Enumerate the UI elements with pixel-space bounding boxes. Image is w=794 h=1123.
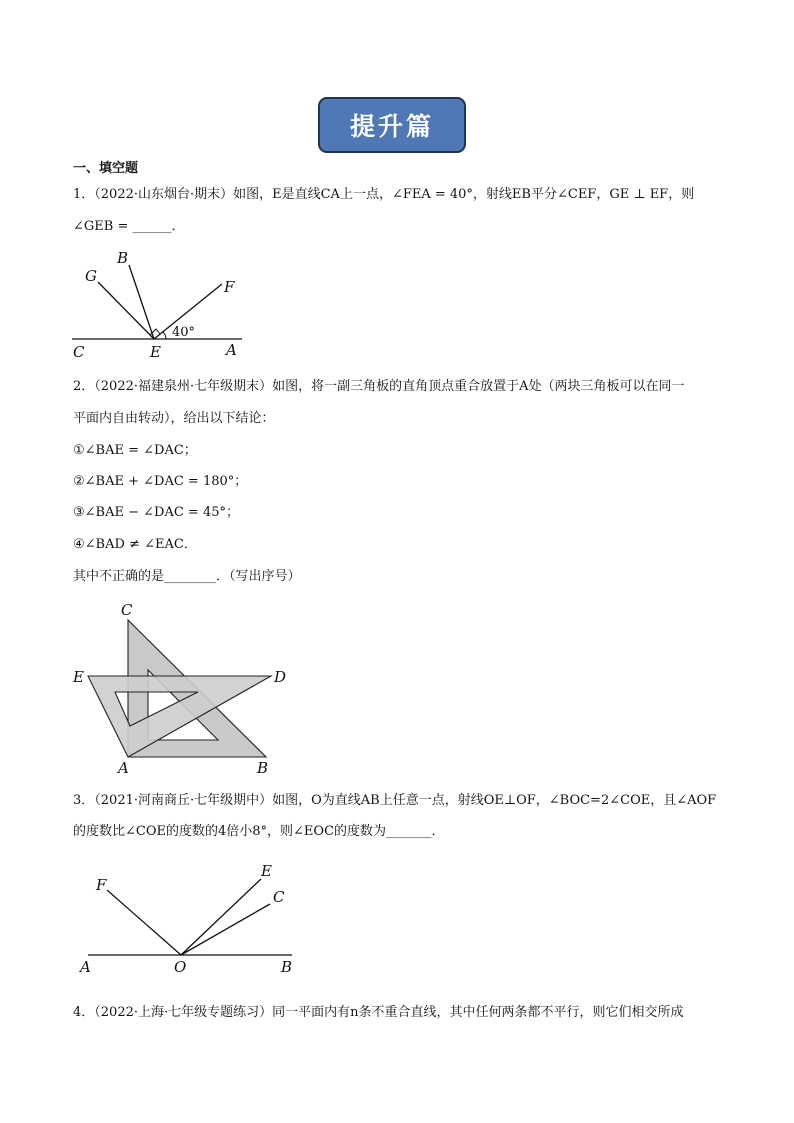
q2-question: 其中不正确的是________．（写出序号） bbox=[73, 569, 301, 584]
q2-label-a: A bbox=[118, 759, 129, 777]
q3-text-line2: 的度数比∠COE的度数的4倍小8°，则∠EOC的度数为_______． bbox=[73, 824, 445, 839]
q2-label-e: E bbox=[73, 668, 84, 686]
q3-label-o: O bbox=[174, 958, 187, 976]
q2-conclusion-2: ②∠BAE + ∠DAC = 180°； bbox=[73, 474, 248, 489]
q1-label-a: A bbox=[226, 341, 237, 359]
q2-label-d: D bbox=[274, 668, 287, 686]
q2-conclusion-1: ①∠BAE = ∠DAC； bbox=[73, 443, 197, 458]
q2-text-line1: 2．（2022·福建泉州·七年级期末）如图，将一副三角板的直角顶点重合放置于A处（两块三角板可以在同一 bbox=[73, 379, 685, 394]
q3-text-line1: 3．（2021·河南商丘·七年级期中）如图，O为直线AB上任意一点，射线OE⊥OF，∠BOC=2∠COE，且∠AOF bbox=[73, 793, 717, 808]
section-heading: 一、填空题 bbox=[73, 161, 139, 176]
q1-label-g: G bbox=[85, 267, 97, 285]
q3-ray-of bbox=[107, 890, 181, 955]
q1-text-line2: ∠GEB = ______． bbox=[73, 219, 185, 234]
q1-label-b: B bbox=[117, 249, 129, 267]
q4-text-line1: 4．（2022·上海·七年级专题练习）同一平面内有n条不重合直线，其中任何两条都不平行，则它们相交所成 bbox=[73, 1005, 684, 1020]
q3-ray-oe bbox=[181, 879, 261, 955]
q3-label-c: C bbox=[273, 888, 285, 906]
q3-label-a: A bbox=[80, 958, 91, 976]
q3-label-f: F bbox=[96, 876, 107, 894]
section-banner: 提升篇 bbox=[318, 97, 466, 153]
q3-label-e: E bbox=[261, 862, 272, 880]
q1-label-e: E bbox=[150, 343, 161, 361]
q1-angle-label: 40° bbox=[172, 325, 196, 340]
q2-label-b: B bbox=[257, 759, 269, 777]
q1-label-f: F bbox=[224, 278, 235, 296]
q3-label-b: B bbox=[281, 958, 293, 976]
q2-conclusion-3: ③∠BAE − ∠DAC = 45°； bbox=[73, 505, 239, 520]
q1-text-line1: 1．（2022·山东烟台·期末）如图，E是直线CA上一点，∠FEA = 40°，射线EB平分∠CEF，GE ⊥ EF，则 bbox=[73, 187, 695, 202]
q2-label-c: C bbox=[121, 601, 133, 619]
q2-conclusion-4: ④∠BAD ≠ ∠EAC． bbox=[73, 537, 197, 552]
q2-text-line2: 平面内自由转动），给出以下结论： bbox=[73, 411, 275, 426]
q1-label-c: C bbox=[73, 343, 85, 361]
q3-ray-oc bbox=[181, 904, 270, 955]
